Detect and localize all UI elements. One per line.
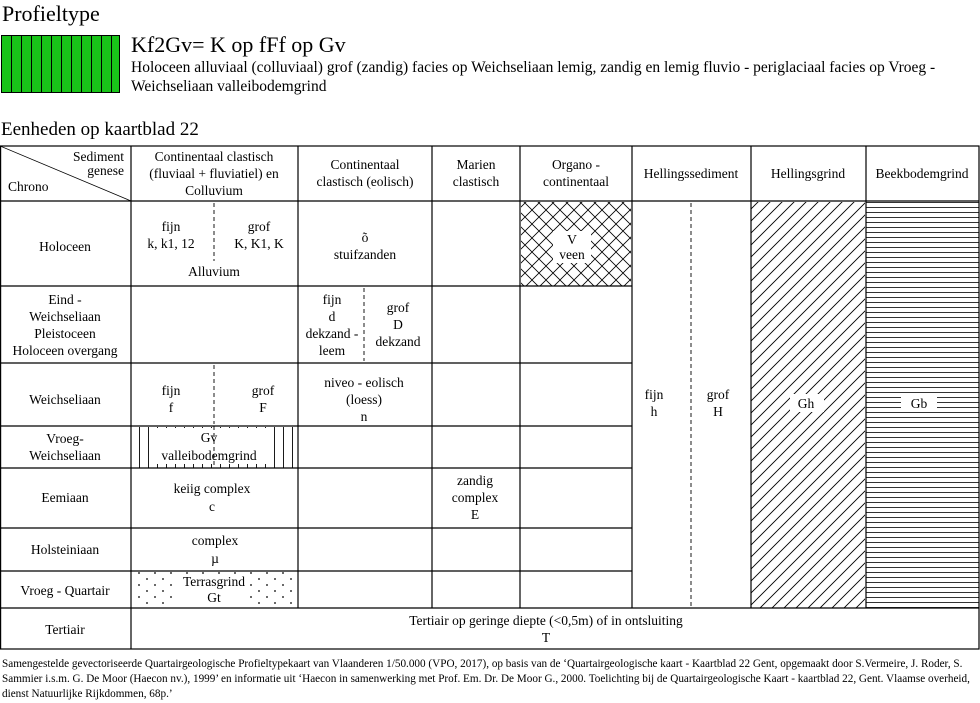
cell-eemiaan-zandig-complex: zandig <box>457 473 493 488</box>
cell-tertiair: Tertiair op geringe diepte (<0,5m) of in ontsluiting <box>409 613 683 628</box>
cell-beekbodemgrind-gb: Gb <box>910 396 928 411</box>
svg-text:continentaal: continentaal <box>543 174 609 189</box>
svg-text:f: f <box>168 400 174 415</box>
col-header-hellingsgrind: Hellingsgrind <box>770 166 846 181</box>
row-label-holsteiniaan: Holsteiniaan <box>30 542 100 557</box>
svg-text:Pleistoceen: Pleistoceen <box>34 326 96 341</box>
row-label-vroeg-quartair: Vroeg - Quartair <box>20 583 110 598</box>
svg-text:Weichseliaan: Weichseliaan <box>29 448 101 463</box>
svg-text:n: n <box>360 409 368 424</box>
cell-vroeg-weichseliaan-gv: Gv <box>200 430 218 445</box>
svg-text:k, k1, 12: k, k1, 12 <box>147 236 195 251</box>
svg-text:veen: veen <box>559 247 585 262</box>
cell-hellingsgrind-gh: Gh <box>797 396 815 411</box>
units-legend-table <box>0 145 980 650</box>
cell-vroeg-quartair-terrasgrind: Terrasgrind <box>182 574 246 589</box>
svg-text:clastisch (eolisch): clastisch (eolisch) <box>316 174 414 189</box>
svg-text:K, K1, K: K, K1, K <box>234 236 284 251</box>
svg-text:valleibodemgrind: valleibodemgrind <box>161 448 257 463</box>
cell-eemiaan-keiig-complex: keiig complex <box>173 481 251 496</box>
cell-weichseliaan-loess: niveo - eolisch <box>324 375 404 390</box>
col-header-continentaal-eolisch: Continentaal <box>330 157 400 172</box>
svg-text:(loess): (loess) <box>346 392 382 407</box>
row-label-holoceen: Holoceen <box>39 239 91 254</box>
page-title: Profieltype <box>2 1 100 26</box>
row-label-weichseliaan: Weichseliaan <box>29 392 101 407</box>
svg-text:c: c <box>209 499 215 514</box>
svg-text:T: T <box>541 630 551 645</box>
svg-text:leem: leem <box>318 343 346 358</box>
cell-hellingssediment-grof: grof <box>706 387 730 402</box>
cell-holoceen-stuifzanden: õ <box>361 230 369 245</box>
svg-text:dekzand: dekzand <box>375 334 421 349</box>
svg-text:Colluvium: Colluvium <box>185 183 243 198</box>
svg-text:d: d <box>328 309 336 324</box>
profile-type-swatch <box>1 35 120 93</box>
svg-text:µ: µ <box>211 551 219 566</box>
svg-text:clastisch: clastisch <box>452 174 500 189</box>
row-label-tertiair: Tertiair <box>45 622 85 637</box>
cell-weichseliaan-fijn: fijn <box>161 383 181 398</box>
cell-hellingssediment-fijn: fijn <box>644 387 664 402</box>
section-title: Eenheden op kaartblad 22 <box>1 119 199 140</box>
svg-text:E: E <box>470 507 480 522</box>
svg-text:dekzand -: dekzand - <box>305 326 359 341</box>
corner-genese-label: genese <box>87 163 124 178</box>
row-label-eemiaan: Eemiaan <box>41 490 89 505</box>
cell-holoceen-grof: grof <box>247 219 271 234</box>
row-label-vroeg-weichseliaan: Vroeg- <box>46 431 84 446</box>
cell-holoceen-fijn: fijn <box>161 219 181 234</box>
cell-eind-grof: grof <box>386 300 410 315</box>
source-footnote: Samengestelde gevectoriseerde Quartairgeologische Profieltypekaart van Vlaanderen 1/50.000 (VPO, 2017), op basis van de ‘Quartairgeologische kaart - Kaartblad 22 Gent, opgemaakt door S.Vermeire, J. Roder, S. Sammier i.s.m. G. De Moor (Haecon nv.), 1999’ en informatie uit ‘Haecon in samenwerking met Prof. Em. Dr. De Moor G., 2000. Toelichting bij de Quartairgeologische Kaart - kaartblad 22, Gent. Vlaamse overheid, dienst Natuurlijke Rijkdommen, 68p.’ <box>2 658 970 700</box>
corner-sediment-label: Sediment <box>73 149 124 164</box>
cell-weichseliaan-grof: grof <box>251 383 275 398</box>
svg-text:Weichseliaan: Weichseliaan <box>29 309 101 324</box>
svg-text:H: H <box>713 404 723 419</box>
row-label-eind-weichseliaan: Eind - <box>48 292 82 307</box>
cell-holsteiniaan-complex: complex <box>191 533 239 548</box>
cell-eind-fijn: fijn <box>322 292 342 307</box>
svg-text:stuifzanden: stuifzanden <box>333 247 397 262</box>
svg-text:Holoceen overgang: Holoceen overgang <box>12 343 118 358</box>
col-header-continentaal-fluviaal: Continentaal clastisch <box>154 149 274 164</box>
svg-text:complex: complex <box>451 490 499 505</box>
col-header-marien: Marien <box>456 157 496 172</box>
svg-text:F: F <box>259 400 267 415</box>
cell-holoceen-alluvium: Alluvium <box>188 264 240 279</box>
svg-text:Gt: Gt <box>207 590 221 605</box>
svg-text:h: h <box>650 404 658 419</box>
cell-holoceen-veen: V <box>567 232 577 247</box>
corner-chrono-label: Chrono <box>8 179 49 194</box>
col-header-beekbodemgrind: Beekbodemgrind <box>875 166 969 181</box>
svg-text:D: D <box>393 317 403 332</box>
col-header-organo: Organo - <box>551 157 601 172</box>
svg-text:(fluviaal + fluviatiel) en: (fluviaal + fluviatiel) en <box>149 166 279 181</box>
profile-type-code: Kf2Gv= K op fFf op Gv <box>131 32 346 57</box>
col-header-hellingssediment: Hellingssediment <box>643 166 739 181</box>
profile-type-description: Holoceen alluviaal (colluviaal) grof (zandig) facies op Weichseliaan lemig, zandig en lemig fluvio - periglaciaal facies op Vroeg - Weichseliaan valleibodemgrind <box>131 59 936 95</box>
